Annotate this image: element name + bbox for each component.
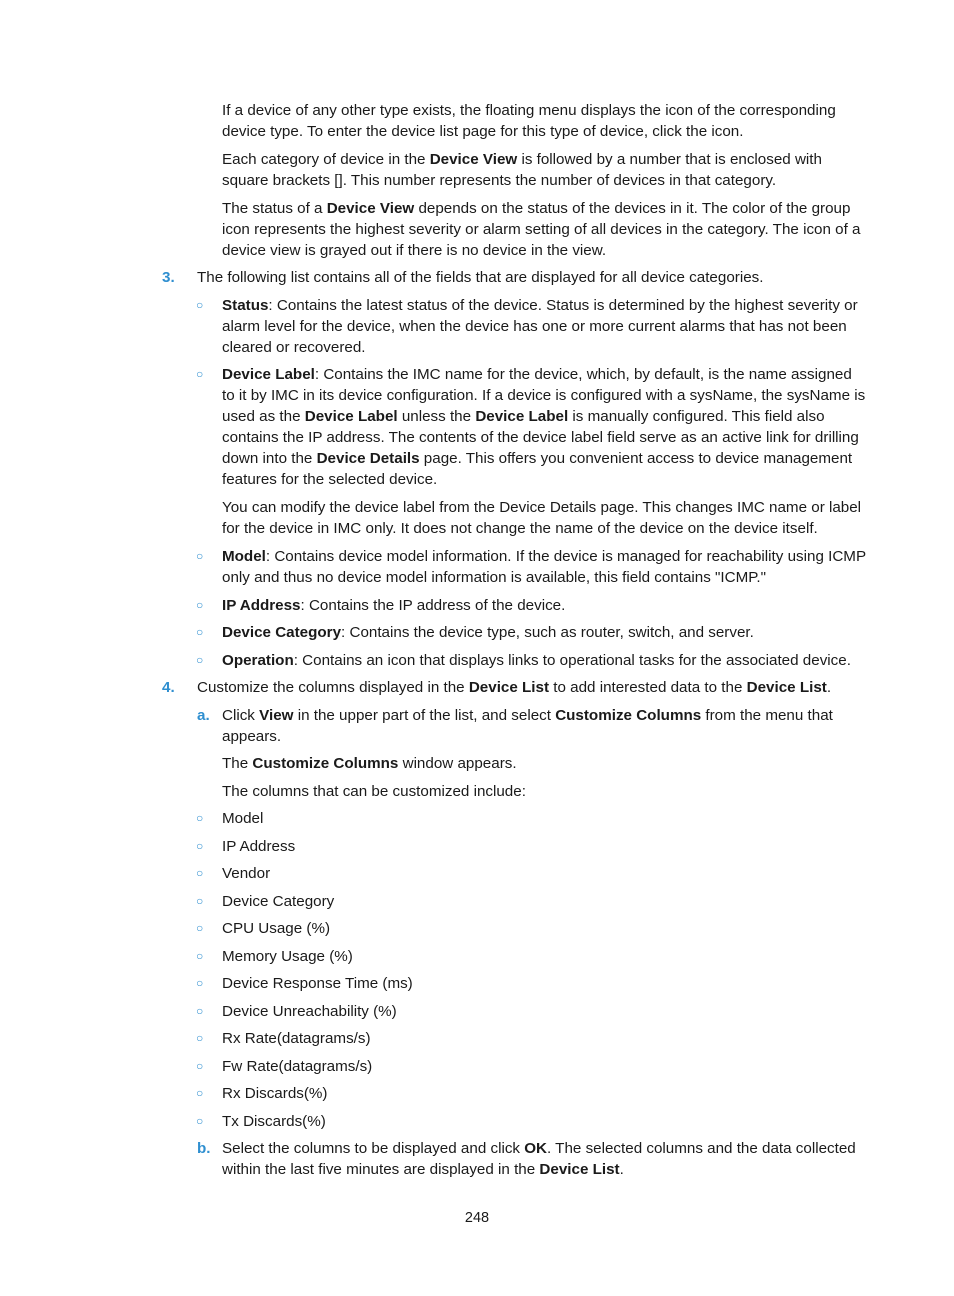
window-appears-note: The Customize Columns window appears. <box>222 755 517 772</box>
field-operation: Operation: Contains an icon that displays links to operational tasks for the associated device. <box>222 652 851 669</box>
list-item: Vendor <box>222 865 271 882</box>
paragraph-device-view-count: Each category of device in the Device View is followed by a number that is enclosed with square brackets []. This number represents the number of devices in that category. <box>222 151 822 189</box>
device-label-note: You can modify the device label from the Device Details page. This changes IMC name or label for the device in IMC only. It does not change the name of the device on the device itself. <box>222 499 862 537</box>
list-item: Device Category <box>222 893 335 910</box>
field-device-label: Device Label: Contains the IMC name for the device, which, by default, is the name assigned to it by IMC in its device configuration. If a device is configured with a sysName, the sysName is used as the Device Label unless the Device Label is manually configured. This field also contains the IP address. The contents of the device label field serve as an active link for drilling down into the Device Details page. This offers you convenient access to device management features for the selected device. <box>222 366 866 488</box>
bullet-icon: ○ <box>196 839 204 853</box>
bullet-icon: ○ <box>196 653 204 667</box>
bullet-icon: ○ <box>196 811 204 825</box>
bullet-icon: ○ <box>196 625 204 639</box>
list-item: Device Unreachability (%) <box>222 1003 397 1020</box>
list-item: Rx Rate(datagrams/s) <box>222 1030 371 1047</box>
paragraph-device-view-status: The status of a Device View depends on the status of the devices in it. The color of the group icon represents the highest severity or alarm setting of all devices in the category. The icon of a device view is grayed out if there is no device in the view. <box>222 200 861 259</box>
list-item: Memory Usage (%) <box>222 948 353 965</box>
list-item: IP Address <box>222 838 296 855</box>
field-ip-address: IP Address: Contains the IP address of the device. <box>222 597 566 614</box>
step-letter-b: b. <box>197 1140 211 1157</box>
step-number-3: 3. <box>162 269 175 286</box>
bullet-icon: ○ <box>196 921 204 935</box>
list-item: Fw Rate(datagrams/s) <box>222 1058 373 1075</box>
bullet-icon: ○ <box>196 976 204 990</box>
bullet-icon: ○ <box>196 298 204 312</box>
list-item: CPU Usage (%) <box>222 920 331 937</box>
step-3-text: The following list contains all of the fields that are displayed for all device categories. <box>197 269 764 286</box>
bullet-icon: ○ <box>196 1114 204 1128</box>
step-letter-a: a. <box>197 707 210 724</box>
bullet-icon: ○ <box>196 1086 204 1100</box>
field-model: Model: Contains device model information. If the device is managed for reachability using ICMP only and thus no device model information is available, this field contains "ICMP." <box>222 548 866 586</box>
bullet-icon: ○ <box>196 549 204 563</box>
bullet-icon: ○ <box>196 894 204 908</box>
list-item: Rx Discards(%) <box>222 1085 328 1102</box>
columns-intro: The columns that can be customized include: <box>222 783 526 800</box>
bullet-icon: ○ <box>196 367 204 381</box>
bullet-icon: ○ <box>196 866 204 880</box>
step-number-4: 4. <box>162 679 175 696</box>
field-device-category: Device Category: Contains the device type, such as router, switch, and server. <box>222 624 754 641</box>
list-item: Model <box>222 810 264 827</box>
bullet-icon: ○ <box>196 1059 204 1073</box>
step-4a-text: Click View in the upper part of the list, and select Customize Columns from the menu that appears. <box>222 707 833 745</box>
page-number: 248 <box>464 1210 490 1226</box>
field-status: Status: Contains the latest status of the device. Status is determined by the highest severity or alarm level for the device, when the device has one or more current alarms that has not been cleared or recovered. <box>222 297 858 356</box>
bullet-icon: ○ <box>196 1004 204 1018</box>
bullet-icon: ○ <box>196 598 204 612</box>
list-item: Device Response Time (ms) <box>222 975 413 992</box>
step-4b-text: Select the columns to be displayed and click OK. The selected columns and the data collected within the last five minutes are displayed in the Device List. <box>222 1140 856 1178</box>
bullet-icon: ○ <box>196 1031 204 1045</box>
list-item: Tx Discards(%) <box>222 1113 326 1130</box>
paragraph-other-device-type: If a device of any other type exists, the floating menu displays the icon of the corresponding device type. To enter the device list page for this type of device, click the icon. <box>222 102 836 140</box>
bullet-icon: ○ <box>196 949 204 963</box>
step-4-text: Customize the columns displayed in the Device List to add interested data to the Device List. <box>197 679 832 696</box>
